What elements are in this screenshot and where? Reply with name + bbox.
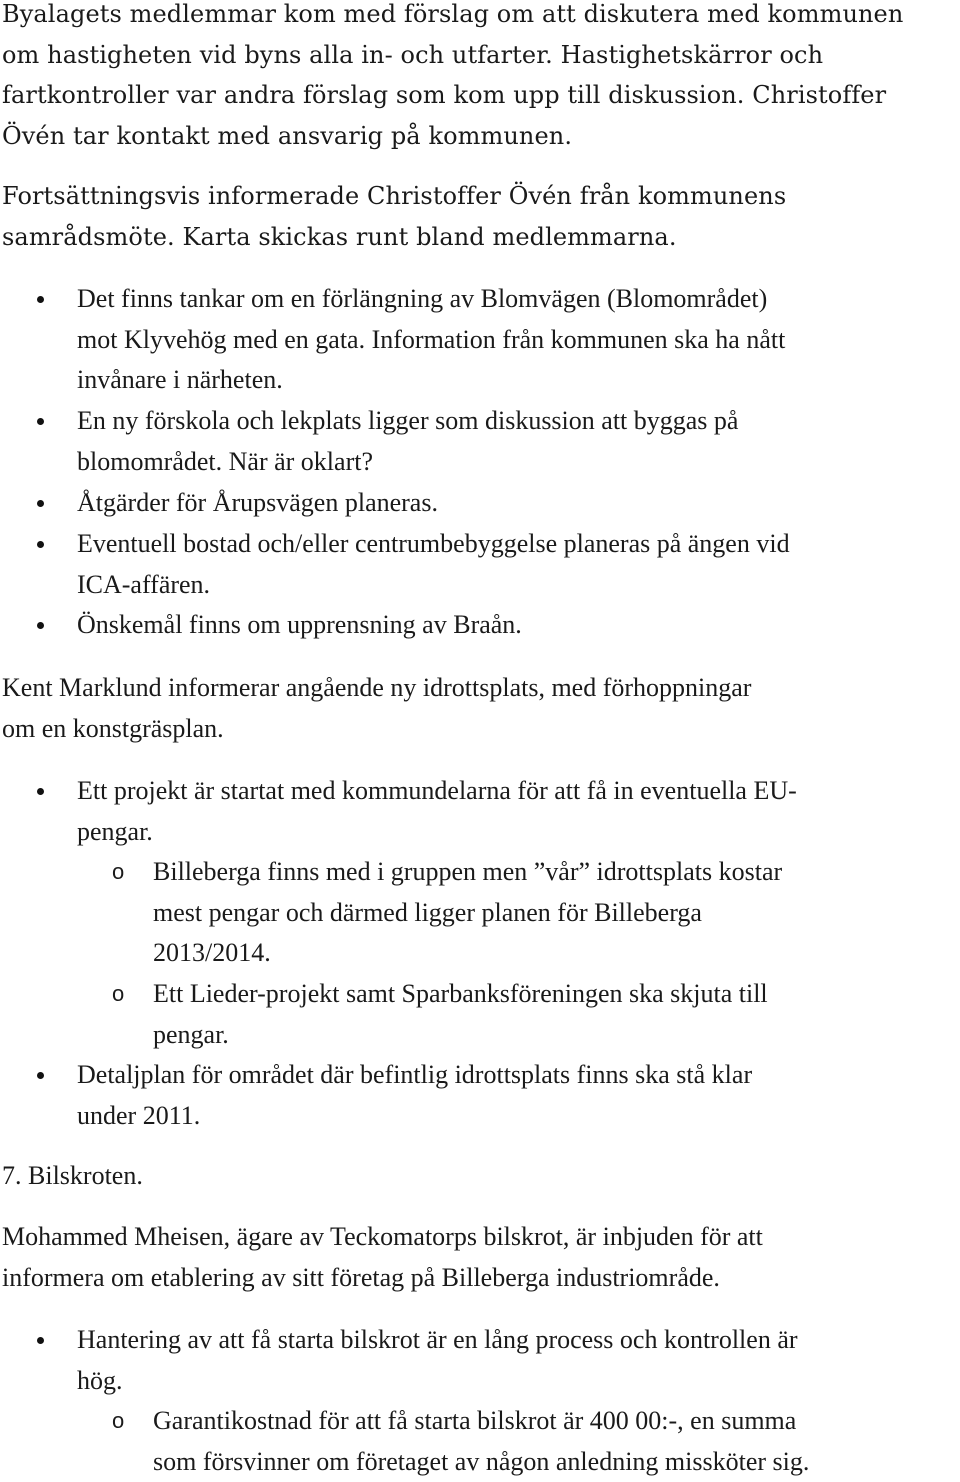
- text-line: hög.: [77, 1365, 123, 1395]
- bullet-icon: [37, 541, 44, 548]
- text-line: 2013/2014.: [153, 938, 271, 968]
- bullet-icon: [37, 296, 44, 303]
- text-line: Kent Marklund informerar angående ny idrottsplats, med förhoppningar: [2, 673, 752, 702]
- text-line: pengar.: [77, 816, 153, 846]
- text-line: ICA-affären.: [77, 569, 211, 599]
- text-line: Åtgärder för Årupsvägen planeras.: [77, 488, 438, 517]
- circle-bullet-icon: o: [112, 981, 125, 1006]
- text-line: 7. Bilskroten.: [2, 1161, 143, 1190]
- bullet-icon: [37, 1337, 44, 1344]
- text-line: Det finns tankar om en förlängning av Blomvägen (Blomområdet): [77, 284, 768, 313]
- text-line: invånare i närheten.: [77, 365, 283, 395]
- text-line: fartkontroller var andra förslag som kom upp till diskussion. Christoffer: [2, 81, 887, 110]
- text-line: Hantering av att få starta bilskrot är en lång process och kontrollen är: [77, 1325, 798, 1354]
- circle-bullet-icon: o: [112, 859, 125, 884]
- bullet-icon: [37, 1072, 44, 1079]
- bullet-icon: [37, 788, 44, 795]
- text-line: mot Klyvehög med en gata. Information från kommunen ska ha nått: [77, 324, 786, 354]
- text-line: Övén tar kontakt med ansvarig på kommunen.: [2, 121, 573, 150]
- text-line: under 2011.: [77, 1100, 201, 1130]
- text-line: Garantikostnad för att få starta bilskrot är 400 00:-, en summa: [153, 1406, 797, 1435]
- text-line: Ett projekt är startat med kommundelarna för att få in eventuella EU-: [77, 776, 797, 805]
- text-line: En ny förskola och lekplats ligger som diskussion att byggas på: [77, 406, 739, 435]
- text-line: Byalagets medlemmar kom med förslag om att diskutera med kommunen: [2, 0, 904, 28]
- text-line: Ett Lieder-projekt samt Sparbanksföreningen ska skjuta till: [153, 979, 768, 1008]
- text-line: pengar.: [153, 1019, 229, 1049]
- circle-bullet-icon: o: [112, 1408, 125, 1433]
- bullet-icon: [37, 418, 44, 425]
- text-line: Eventuell bostad och/eller centrumbebyggelse planeras på ängen vid: [77, 529, 790, 558]
- text-line: som försvinner om företaget av någon anledning missköter sig.: [153, 1446, 810, 1476]
- paragraph-kent-marklund: [2, 668, 952, 749]
- bullet-icon: [37, 622, 44, 629]
- paragraph-byalaget: [2, 0, 952, 156]
- text-line: blomområdet. När är oklart?: [77, 446, 373, 476]
- text-line: om hastigheten vid byns alla in- och utfarter. Hastighetskärror och: [2, 40, 824, 69]
- text-line: om en konstgräsplan.: [2, 713, 224, 743]
- text-line: Önskemål finns om upprensning av Braån.: [77, 610, 522, 639]
- paragraph-samradsmote: [2, 176, 952, 257]
- text-line: Billeberga finns med i gruppen men ”vår” idrottsplats kostar: [153, 857, 783, 886]
- section-heading: [2, 1156, 952, 1197]
- text-line: informera om etablering av sitt företag på Billeberga industriområde.: [2, 1262, 720, 1292]
- text-line: Fortsättningsvis informerade Christoffer Övén från kommunens: [2, 182, 787, 210]
- bullet-icon: [37, 500, 44, 507]
- paragraph-mohammed: [2, 1217, 952, 1298]
- text-line: Detaljplan för området där befintlig idrottsplats finns ska stå klar: [77, 1060, 753, 1089]
- text-line: samrådsmöte. Karta skickas runt bland medlemmarna.: [2, 222, 677, 251]
- text-line: mest pengar och därmed ligger planen för Billeberga: [153, 897, 702, 927]
- text-line: Mohammed Mheisen, ägare av Teckomatorps bilskrot, är inbjuden för att: [2, 1222, 763, 1251]
